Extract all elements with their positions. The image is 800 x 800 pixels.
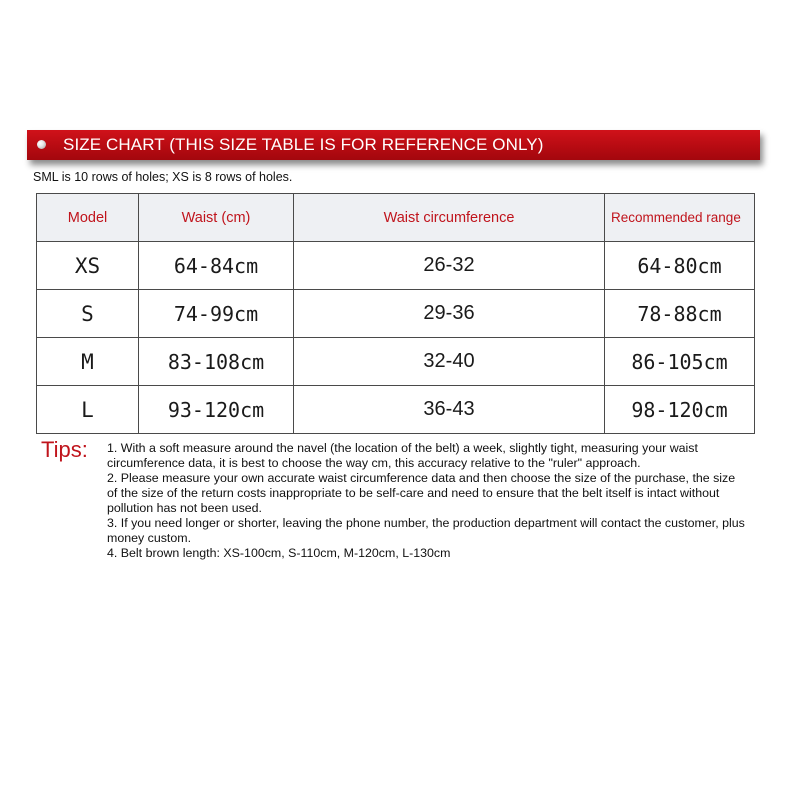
tip-item: 4. Belt brown length: XS-100cm, S-110cm, M-120cm, L-130cm <box>107 546 451 560</box>
table-row <box>37 242 755 290</box>
header-recommended-range: Recommended range <box>605 194 755 242</box>
cell-waist-circumference: 29-36 <box>294 290 605 338</box>
cell-waist-circumference: 32-40 <box>294 338 605 386</box>
table-row <box>37 386 755 434</box>
table-row <box>37 338 755 386</box>
cell-waist: 93-120cm <box>139 386 294 434</box>
tips-list <box>107 441 747 561</box>
banner-title: SIZE CHART (THIS SIZE TABLE IS FOR REFERENCE ONLY) <box>63 135 544 154</box>
cell-model: S <box>37 290 139 338</box>
cell-waist: 83-108cm <box>139 338 294 386</box>
cell-waist: 64-84cm <box>139 242 294 290</box>
cell-model: M <box>37 338 139 386</box>
tip-item: 3. If you need longer or shorter, leaving the phone number, the production department will contact the customer, plus money custom. <box>107 516 745 545</box>
cell-recommended-range: 64-80cm <box>605 242 755 290</box>
table-row <box>37 290 755 338</box>
header-model: Model <box>37 194 139 242</box>
bullet-dot-icon <box>37 140 46 149</box>
cell-recommended-range: 78-88cm <box>605 290 755 338</box>
table-header-row <box>37 194 755 242</box>
cell-waist-circumference: 36-43 <box>294 386 605 434</box>
holes-note: SML is 10 rows of holes; XS is 8 rows of holes. <box>33 170 293 184</box>
tip-item: 2. Please measure your own accurate waist circumference data and then choose the size of the purchase, the size of the size of the return costs inappropriate to be self-care and need to ensure that the belt itself is intact without pollution has not been used. <box>107 471 736 515</box>
header-waist-circumference: Waist circumference <box>294 194 605 242</box>
tip-item: 1. With a soft measure around the navel (the location of the belt) a week, slightly tight, measuring your waist circumference data, it is best to choose the way cm, this accuracy relative to the "ruler" approach. <box>107 441 698 470</box>
size-table <box>36 193 755 434</box>
cell-recommended-range: 86-105cm <box>605 338 755 386</box>
cell-waist: 74-99cm <box>139 290 294 338</box>
cell-model: L <box>37 386 139 434</box>
tips-label: Tips: <box>41 437 88 462</box>
cell-model: XS <box>37 242 139 290</box>
cell-waist-circumference: 26-32 <box>294 242 605 290</box>
cell-recommended-range: 98-120cm <box>605 386 755 434</box>
size-chart-banner <box>27 130 760 160</box>
header-waist: Waist (cm) <box>139 194 294 242</box>
